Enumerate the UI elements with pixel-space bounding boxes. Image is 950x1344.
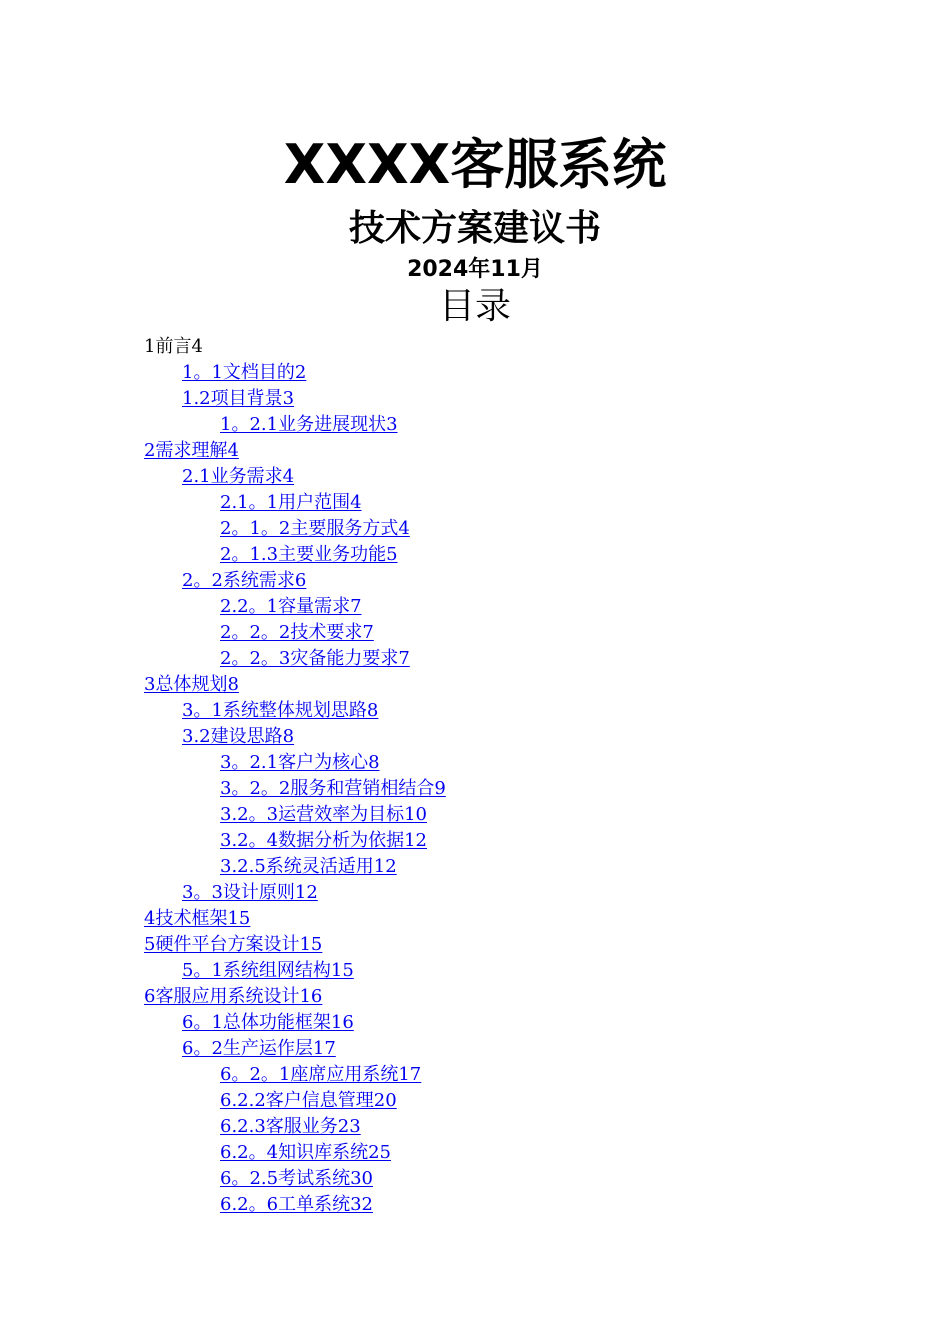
toc-link[interactable]: 3总体规划8 xyxy=(144,674,239,695)
toc-link[interactable]: 6.2.3客服业务23 xyxy=(220,1116,361,1137)
toc-entry[interactable] xyxy=(0,490,950,516)
toc-link[interactable]: 5硬件平台方案设计15 xyxy=(144,934,323,955)
document-subtitle: 技术方案建议书 xyxy=(348,208,601,249)
toc-link[interactable]: 3.2。4数据分析为依据12 xyxy=(220,830,427,851)
toc-link[interactable]: 1.2项目背景3 xyxy=(182,388,295,409)
toc-link[interactable]: 2。1.3主要业务功能5 xyxy=(220,544,398,565)
toc-entry[interactable] xyxy=(0,464,950,490)
toc-link[interactable]: 3.2。3运营效率为目标10 xyxy=(220,804,427,825)
toc-link[interactable]: 4技术框架15 xyxy=(144,908,251,929)
toc-entry[interactable] xyxy=(0,802,950,828)
toc-link[interactable]: 2.2。1容量需求7 xyxy=(220,596,362,617)
toc-link[interactable]: 3。2。2服务和营销相结合9 xyxy=(220,778,446,799)
toc-entry[interactable] xyxy=(0,932,950,958)
toc-entry[interactable] xyxy=(0,672,950,698)
toc-entry[interactable] xyxy=(0,1166,950,1192)
toc-link[interactable]: 6.2。6工单系统32 xyxy=(220,1194,373,1215)
toc-link[interactable]: 3。1系统整体规划思路8 xyxy=(182,700,379,721)
toc-entry[interactable] xyxy=(0,620,950,646)
toc-text: 1前言4 xyxy=(144,336,203,357)
toc-link[interactable]: 1。1文档目的2 xyxy=(182,362,307,383)
toc-entry xyxy=(0,334,950,360)
toc-entry[interactable] xyxy=(0,698,950,724)
toc-link[interactable]: 3。2.1客户为核心8 xyxy=(220,752,380,773)
toc-entry[interactable] xyxy=(0,828,950,854)
toc-link[interactable]: 3.2.5系统灵活适用12 xyxy=(220,856,397,877)
toc-link[interactable]: 2需求理解4 xyxy=(144,440,239,461)
toc-link[interactable]: 5。1系统组网结构15 xyxy=(182,960,354,981)
document-date: 2024年11月 xyxy=(407,257,543,282)
toc-link[interactable]: 6。2。1座席应用系统17 xyxy=(220,1064,422,1085)
toc-link[interactable]: 6。2.5考试系统30 xyxy=(220,1168,373,1189)
table-of-contents xyxy=(0,334,950,1218)
toc-entry[interactable] xyxy=(0,1088,950,1114)
toc-entry[interactable] xyxy=(0,1140,950,1166)
toc-link[interactable]: 6.2.2客户信息管理20 xyxy=(220,1090,397,1111)
document-title: XXXX客服系统 xyxy=(283,133,667,196)
toc-link[interactable]: 2。1。2主要服务方式4 xyxy=(220,518,410,539)
toc-entry[interactable] xyxy=(0,750,950,776)
toc-entry[interactable] xyxy=(0,984,950,1010)
toc-link[interactable]: 6。2生产运作层17 xyxy=(182,1038,336,1059)
toc-link[interactable]: 1。2.1业务进展现状3 xyxy=(220,414,398,435)
toc-entry[interactable] xyxy=(0,1062,950,1088)
toc-entry[interactable] xyxy=(0,438,950,464)
toc-entry[interactable] xyxy=(0,412,950,438)
toc-link[interactable]: 2。2。3灾备能力要求7 xyxy=(220,648,410,669)
toc-entry[interactable] xyxy=(0,724,950,750)
toc-heading: 目录 xyxy=(438,286,511,327)
toc-entry[interactable] xyxy=(0,516,950,542)
toc-link[interactable]: 2.1业务需求4 xyxy=(182,466,295,487)
toc-entry[interactable] xyxy=(0,1036,950,1062)
toc-entry[interactable] xyxy=(0,854,950,880)
toc-link[interactable]: 2。2。2技术要求7 xyxy=(220,622,374,643)
toc-entry[interactable] xyxy=(0,958,950,984)
toc-entry[interactable] xyxy=(0,646,950,672)
toc-entry[interactable] xyxy=(0,776,950,802)
toc-entry[interactable] xyxy=(0,568,950,594)
toc-link[interactable]: 6.2。4知识库系统25 xyxy=(220,1142,391,1163)
toc-entry[interactable] xyxy=(0,386,950,412)
toc-entry[interactable] xyxy=(0,1192,950,1218)
toc-entry[interactable] xyxy=(0,1010,950,1036)
toc-entry[interactable] xyxy=(0,594,950,620)
toc-link[interactable]: 3.2建设思路8 xyxy=(182,726,295,747)
toc-link[interactable]: 2.1。1用户范围4 xyxy=(220,492,362,513)
toc-link[interactable]: 6。1总体功能框架16 xyxy=(182,1012,354,1033)
toc-entry[interactable] xyxy=(0,542,950,568)
toc-entry[interactable] xyxy=(0,880,950,906)
toc-link[interactable]: 2。2系统需求6 xyxy=(182,570,307,591)
toc-entry[interactable] xyxy=(0,1114,950,1140)
toc-entry[interactable] xyxy=(0,906,950,932)
toc-link[interactable]: 3。3设计原则12 xyxy=(182,882,318,903)
toc-link[interactable]: 6客服应用系统设计16 xyxy=(144,986,323,1007)
toc-entry[interactable] xyxy=(0,360,950,386)
